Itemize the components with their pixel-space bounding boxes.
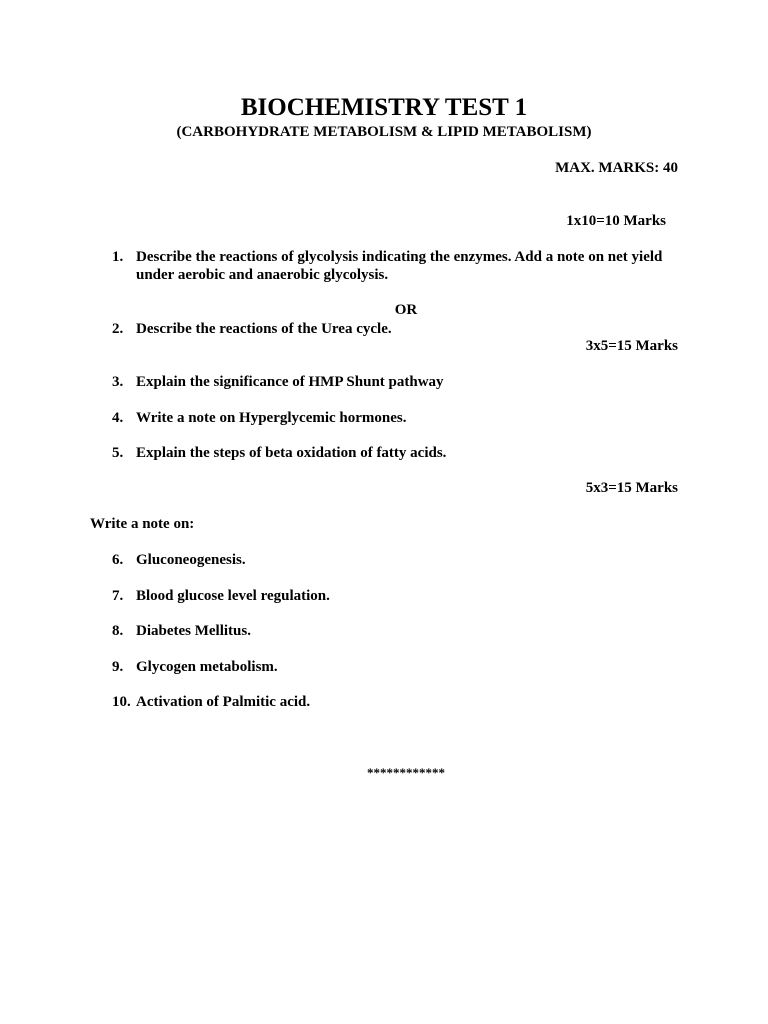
question-text: Describe the reactions of glycolysis indicating the enzymes. Add a note on net yield under aerobic and anaerobic glycolysis. (136, 249, 663, 283)
section3-intro: Write a note on: (90, 516, 195, 532)
question-text: Explain the steps of beta oxidation of fatty acids. (136, 445, 447, 461)
question-number: 5. (112, 445, 124, 461)
question-5 (0, 444, 768, 462)
end-stars: ************ (367, 765, 445, 780)
question-7 (0, 587, 768, 605)
page-subtitle: (CARBOHYDRATE METABOLISM & LIPID METABOLISM) (176, 124, 592, 140)
question-number: 10. (112, 694, 131, 710)
page-title: BIOCHEMISTRY TEST 1 (240, 94, 528, 121)
question-1 (0, 248, 768, 288)
question-9 (0, 658, 768, 676)
section2-marks: 3x5=15 Marks (585, 338, 678, 354)
question-number: 1. (112, 249, 124, 265)
question-number: 6. (112, 552, 124, 568)
question-4 (0, 409, 768, 427)
question-number: 9. (112, 659, 124, 675)
question-number: 8. (112, 623, 124, 639)
question-text: Describe the reactions of the Urea cycle. (136, 321, 392, 337)
question-number: 7. (112, 588, 124, 604)
question-3 (0, 373, 768, 391)
question-text: Glycogen metabolism. (136, 659, 278, 675)
question-text: Write a note on Hyperglycemic hormones. (136, 410, 407, 426)
question-text: Explain the significance of HMP Shunt pathway (136, 374, 444, 390)
question-6 (0, 551, 768, 569)
max-marks: MAX. MARKS: 40 (555, 160, 678, 176)
question-8 (0, 622, 768, 640)
question-number: 2. (112, 321, 124, 337)
question-text: Diabetes Mellitus. (136, 623, 251, 639)
question-number: 3. (112, 374, 124, 390)
section3-marks: 5x3=15 Marks (585, 480, 678, 496)
question-text: Blood glucose level regulation. (136, 588, 330, 604)
question-text: Activation of Palmitic acid. (136, 694, 311, 710)
question-number: 4. (112, 410, 124, 426)
question-text: Gluconeogenesis. (136, 552, 246, 568)
question-10 (0, 693, 768, 711)
or-separator: OR (394, 302, 418, 318)
question-2 (0, 320, 768, 338)
section1-marks: 1x10=10 Marks (566, 213, 666, 229)
